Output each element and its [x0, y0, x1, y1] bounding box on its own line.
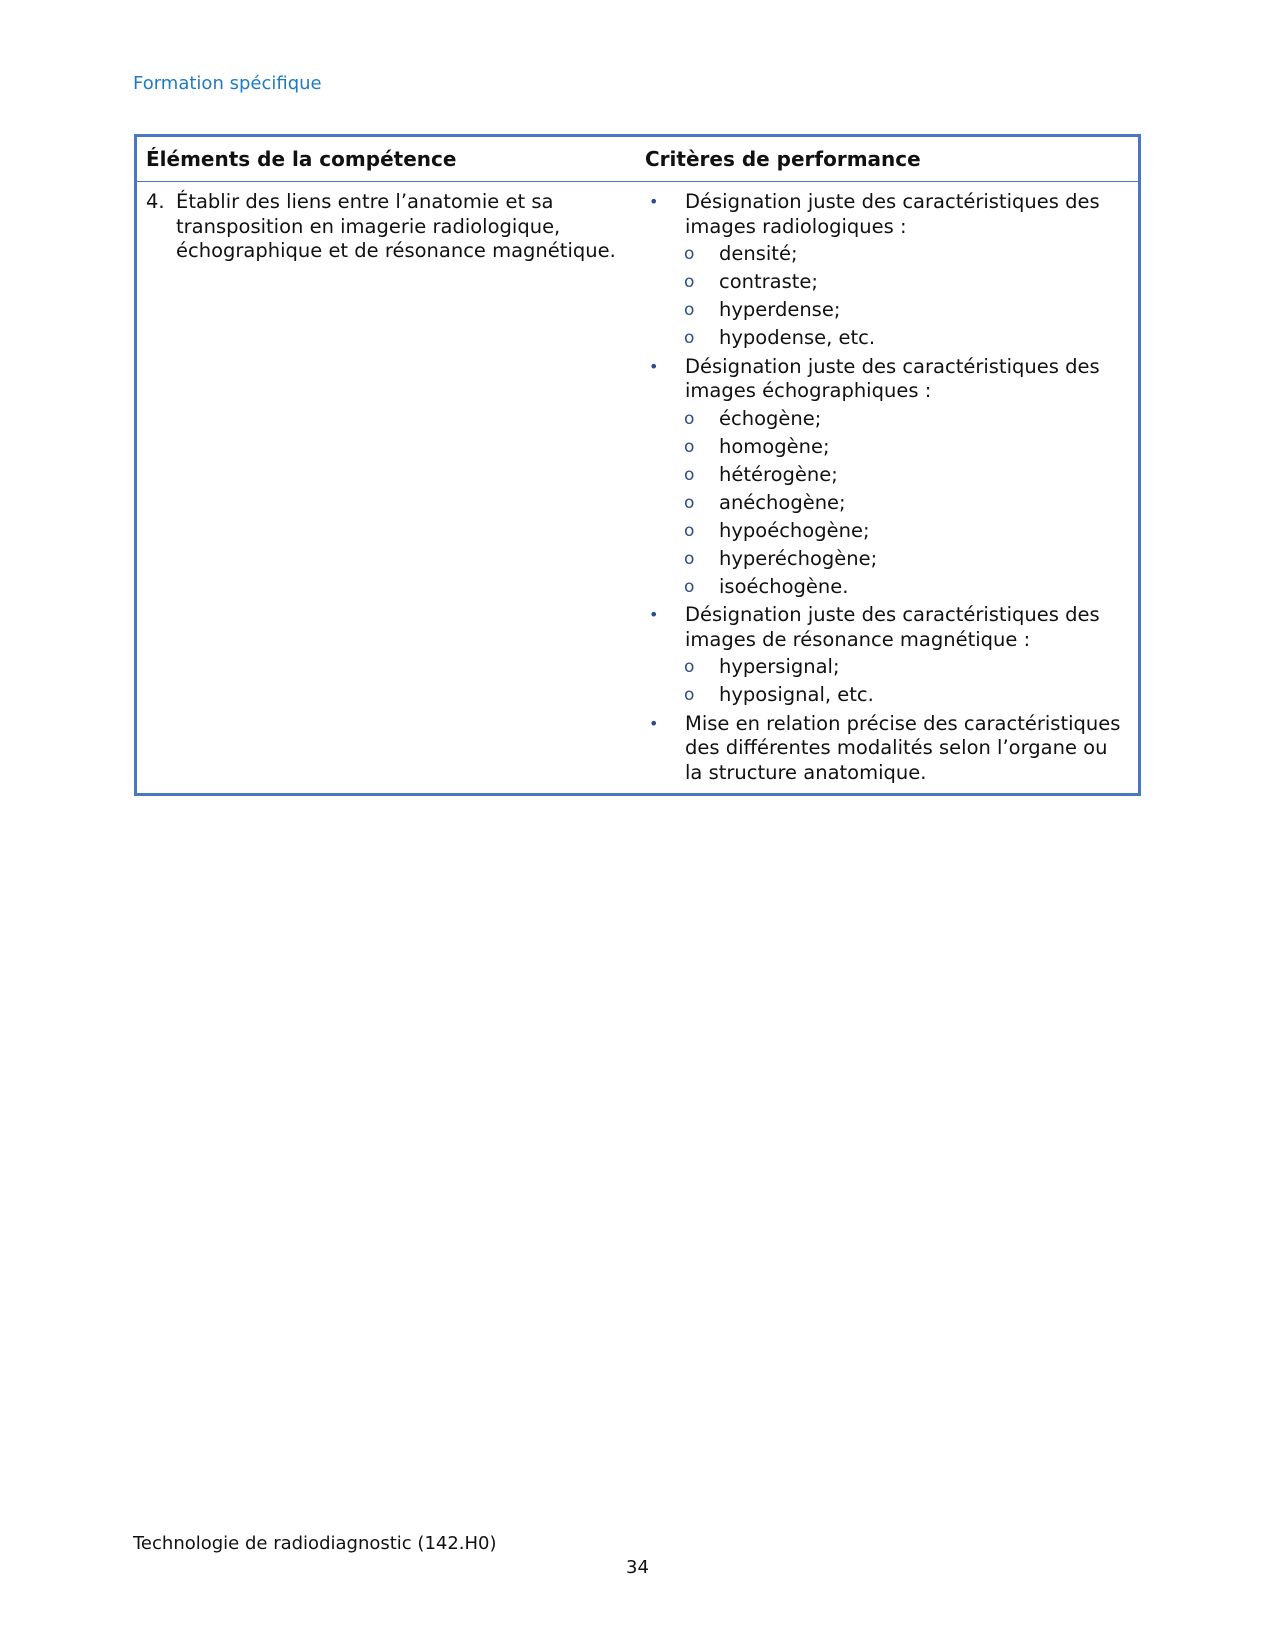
sub-criterion-item: [685, 519, 1130, 544]
hollow-bullet-icon: o: [684, 464, 695, 485]
competence-table: [134, 134, 1141, 796]
sub-criterion-text: hypersignal;: [719, 655, 840, 678]
sub-criterion-item: [685, 326, 1130, 351]
hollow-bullet-icon: o: [684, 436, 695, 457]
hollow-bullet-icon: o: [684, 548, 695, 569]
sub-criteria-list: [685, 407, 1130, 600]
sub-criterion-text: hyperdense;: [719, 298, 841, 321]
bullet-icon: •: [649, 605, 659, 624]
sub-criterion-text: hypodense, etc.: [719, 326, 876, 349]
hollow-bullet-icon: o: [684, 492, 695, 513]
sub-criterion-text: contraste;: [719, 270, 818, 293]
sub-criteria-list: [685, 655, 1130, 708]
hollow-bullet-icon: o: [684, 272, 695, 292]
element-item: [146, 190, 628, 264]
criterion-text: Désignation juste des caractéristiques des images de résonance magnétique :: [685, 603, 1100, 651]
hollow-bullet-icon: o: [684, 520, 695, 541]
criterion-text: Désignation juste des caractéristiques des images échographiques :: [685, 354, 1100, 402]
page-number: 34: [626, 1557, 649, 1578]
table-header-row: [136, 136, 1140, 182]
sub-criterion-text: isoéchogène.: [719, 574, 849, 598]
sub-criterion-text: hyperéchogène;: [719, 546, 878, 570]
sub-criterion-item: [685, 575, 1130, 600]
sub-criterion-item: [685, 463, 1130, 488]
sub-criterion-text: anéchogène;: [719, 490, 846, 514]
criterion-item: [645, 190, 1130, 351]
element-text: Établir des liens entre l’anatomie et sa transposition en imagerie radiologique, échographique et de résonance magnétique.: [176, 190, 616, 262]
sub-criterion-item: [685, 298, 1130, 323]
sub-criterion-text: homogène;: [719, 434, 830, 458]
element-number: 4.: [146, 190, 165, 213]
criterion-text: Mise en relation précise des caractéristiques des différentes modalités selon l’organe ou la structure anatomique.: [685, 711, 1121, 784]
sub-criterion-text: hétérogène;: [719, 462, 838, 486]
hollow-bullet-icon: o: [684, 328, 695, 348]
criteria-list: [645, 190, 1130, 785]
sub-criteria-list: [685, 242, 1130, 351]
sub-criterion-item: [685, 407, 1130, 432]
criterion-item: [645, 355, 1130, 600]
header-elements: Éléments de la compétence: [136, 136, 637, 182]
running-header: Formation spécifique: [133, 73, 322, 94]
sub-criterion-text: densité;: [719, 242, 798, 265]
hollow-bullet-icon: o: [684, 408, 695, 429]
hollow-bullet-icon: o: [684, 685, 695, 705]
sub-criterion-item: [685, 242, 1130, 267]
sub-criterion-text: hypoéchogène;: [719, 518, 870, 542]
bullet-icon: •: [649, 192, 659, 211]
hollow-bullet-icon: o: [684, 300, 695, 320]
hollow-bullet-icon: o: [684, 244, 695, 264]
criterion-item: [645, 603, 1130, 708]
hollow-bullet-icon: o: [684, 576, 695, 597]
criterion-item: [645, 712, 1130, 786]
sub-criterion-item: [685, 435, 1130, 460]
sub-criterion-item: [685, 491, 1130, 516]
sub-criterion-text: hyposignal, etc.: [719, 683, 874, 706]
bullet-icon: •: [649, 713, 659, 733]
header-criteria: Critères de performance: [636, 136, 1140, 182]
criteria-cell: [636, 182, 1140, 795]
hollow-bullet-icon: o: [684, 657, 695, 677]
sub-criterion-item: [685, 547, 1130, 572]
sub-criterion-item: [685, 270, 1130, 295]
footer-program-title: Technologie de radiodiagnostic (142.H0): [133, 1533, 497, 1554]
elements-cell: [136, 182, 637, 795]
sub-criterion-item: [685, 683, 1130, 708]
sub-criterion-text: échogène;: [719, 406, 822, 430]
sub-criterion-item: [685, 655, 1130, 680]
bullet-icon: •: [649, 356, 659, 376]
criterion-text: Désignation juste des caractéristiques des images radiologiques :: [685, 190, 1100, 238]
table-row: [136, 182, 1140, 795]
